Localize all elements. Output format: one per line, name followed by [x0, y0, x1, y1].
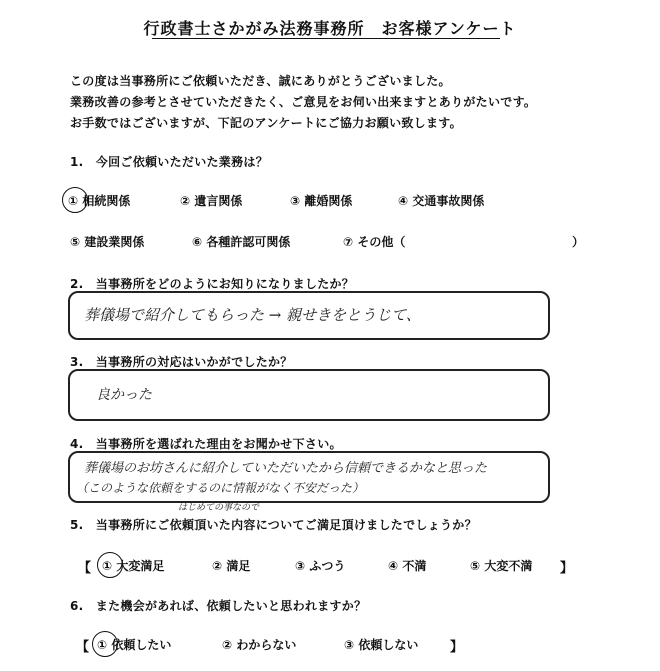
q5-option-1[interactable]: ① 大変満足	[102, 559, 165, 573]
q4-handwritten-answer-line-1: 葬儀場のお坊さんに紹介していただいたから信頼できるかなと思った	[84, 461, 488, 476]
q1-option-2[interactable]: ② 遺言関係	[180, 194, 243, 208]
intro-line-3: お手数ではございますが、下記のアンケートにご協力お願い致します。	[70, 116, 462, 130]
q1-option-5[interactable]: ⑤ 建設業関係	[70, 235, 145, 249]
intro-line-1: この度は当事務所にご依頼いただき、誠にありがとうございました。	[70, 74, 451, 88]
q6-option-1[interactable]: ① 依頼したい	[97, 638, 172, 652]
q4-answer-box[interactable]	[68, 451, 550, 503]
q5-option-2[interactable]: ② 満足	[212, 559, 251, 573]
q3-answer-box[interactable]	[68, 369, 550, 421]
q6-option-2[interactable]: ② わからない	[222, 638, 297, 652]
q1-option-4[interactable]: ④ 交通事故関係	[398, 194, 485, 208]
intro-line-2: 業務改善の参考とさせていただきたく、ご意見をお伺い出来ますとありがたいです。	[70, 95, 537, 109]
q1-option-3[interactable]: ③ 離婚関係	[290, 194, 353, 208]
q4-handwritten-answer-line-2: （このような依頼をするのに情報がなく不安だった）	[76, 481, 365, 495]
question-6-label: 6. また機会があれば、依頼したいと思われますか？	[70, 599, 367, 613]
q6-option-3[interactable]: ③ 依頼しない	[344, 638, 419, 652]
question-4-label: 4. 当事務所を選ばれた理由をお聞かせ下さい。	[70, 437, 342, 451]
question-5-label: 5. 当事務所にご依頼頂いた内容についてご満足頂けましたでしょうか？	[70, 518, 477, 532]
q2-answer-box[interactable]	[68, 291, 550, 340]
q6-bracket-open: 【	[76, 640, 90, 655]
q2-handwritten-answer: 葬儀場で紹介してもらった → 親せきをとうじて、	[84, 306, 421, 324]
q1-option-1[interactable]: ① 相続関係	[68, 194, 131, 208]
question-3-label: 3. 当事務所の対応はいかがでしたか？	[70, 355, 293, 369]
q6-bracket-close: 】	[450, 640, 464, 655]
q5-option-5[interactable]: ⑤ 大変不満	[470, 559, 533, 573]
q5-bracket-close: 】	[560, 561, 574, 576]
question-2-label: 2. 当事務所をどのようにお知りになりましたか？	[70, 277, 355, 291]
survey-title: 行政書士さかがみ法務事務所 お客様アンケート	[143, 19, 517, 38]
q5-bracket-open: 【	[78, 561, 92, 576]
q5-option-4[interactable]: ④ 不満	[388, 559, 427, 573]
q1-option-7[interactable]: ⑦ その他（	[343, 235, 406, 249]
q1-other-close: ）	[572, 235, 585, 249]
q3-handwritten-answer: 良かった	[96, 387, 152, 403]
title-underline	[152, 38, 500, 39]
q1-option-6[interactable]: ⑥ 各種許認可関係	[192, 235, 291, 249]
q5-handwritten-annotation: はじめての事なので	[178, 503, 260, 513]
question-1-label: 1. 今回ご依頼いただいた業務は？	[70, 155, 269, 169]
q5-option-3[interactable]: ③ ふつう	[295, 559, 346, 573]
